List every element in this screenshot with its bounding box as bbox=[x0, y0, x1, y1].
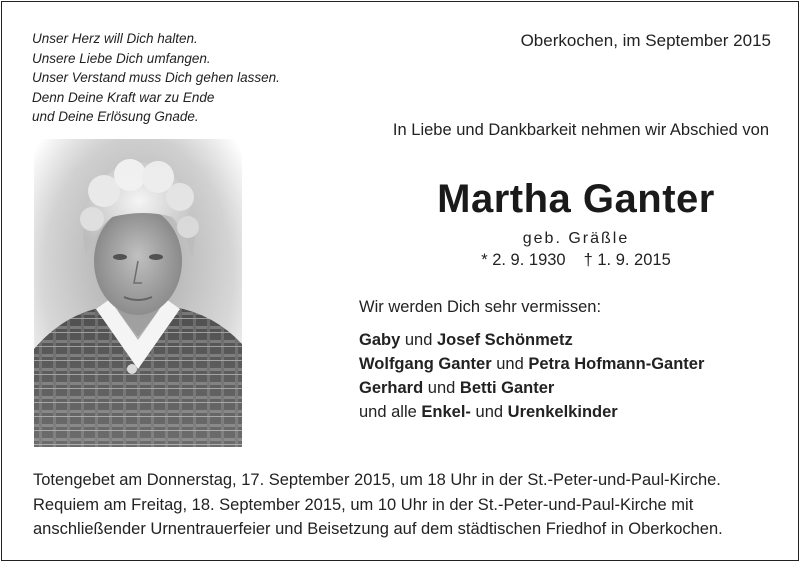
mourner-line bbox=[359, 352, 704, 376]
mourner-line bbox=[359, 328, 704, 352]
poem-line: und Deine Erlösung Gnade. bbox=[32, 109, 199, 124]
service-line: Totengebet am Donnerstag, 17. September 2015, um 18 Uhr in der St.-Peter-und-Paul-Kirche. bbox=[33, 471, 721, 489]
mourner-name: Josef Schönmetz bbox=[437, 331, 573, 349]
mourner-line bbox=[359, 400, 704, 424]
poem-line: Unser Verstand muss Dich gehen lassen. bbox=[32, 70, 280, 85]
deceased-name: Martha Ganter bbox=[437, 177, 715, 221]
service-details bbox=[33, 468, 723, 542]
mourner-name: Gaby bbox=[359, 331, 401, 349]
poem-line: Unsere Liebe Dich umfangen. bbox=[32, 50, 211, 66]
conjunction: und bbox=[475, 403, 504, 421]
poem-line: Unser Herz will Dich halten. bbox=[32, 31, 198, 46]
birth-date: * 2. 9. 1930 bbox=[481, 251, 566, 269]
portrait-photo bbox=[34, 139, 242, 447]
conjunction: und bbox=[427, 379, 456, 397]
birth-name: geb. Gräßle bbox=[522, 230, 630, 247]
mourner-name: Enkel- bbox=[421, 403, 471, 421]
mourner-line bbox=[359, 376, 704, 400]
miss-text: Wir werden Dich sehr vermissen: bbox=[359, 298, 602, 316]
prefix: und alle bbox=[359, 403, 417, 421]
life-dates bbox=[370, 251, 782, 270]
place-date: Oberkochen, im September 2015 bbox=[520, 31, 771, 50]
intro-text: In Liebe und Dankbarkeit nehmen wir Abschied von bbox=[392, 121, 769, 139]
poem bbox=[32, 29, 280, 127]
mourner-name: Petra Hofmann-Ganter bbox=[528, 355, 705, 373]
mourner-name: Gerhard bbox=[359, 379, 424, 397]
conjunction: und bbox=[404, 331, 433, 349]
mourner-name: Urenkelkinder bbox=[507, 403, 618, 421]
service-line: anschließender Urnentrauerfeier und Beisetzung auf dem städtischen Friedhof in Oberkochen. bbox=[33, 520, 723, 538]
service-line: Requiem am Freitag, 18. September 2015, um 10 Uhr in der St.-Peter-und-Paul-Kirche mit bbox=[33, 495, 694, 514]
mourners-list bbox=[359, 328, 704, 424]
conjunction: und bbox=[496, 355, 524, 373]
obituary-notice bbox=[1, 1, 799, 561]
poem-line: Denn Deine Kraft war zu Ende bbox=[32, 89, 215, 105]
mourner-name: Wolfgang Ganter bbox=[359, 355, 492, 373]
mourner-name: Betti Ganter bbox=[459, 379, 555, 397]
death-date: † 1. 9. 2015 bbox=[583, 251, 671, 269]
